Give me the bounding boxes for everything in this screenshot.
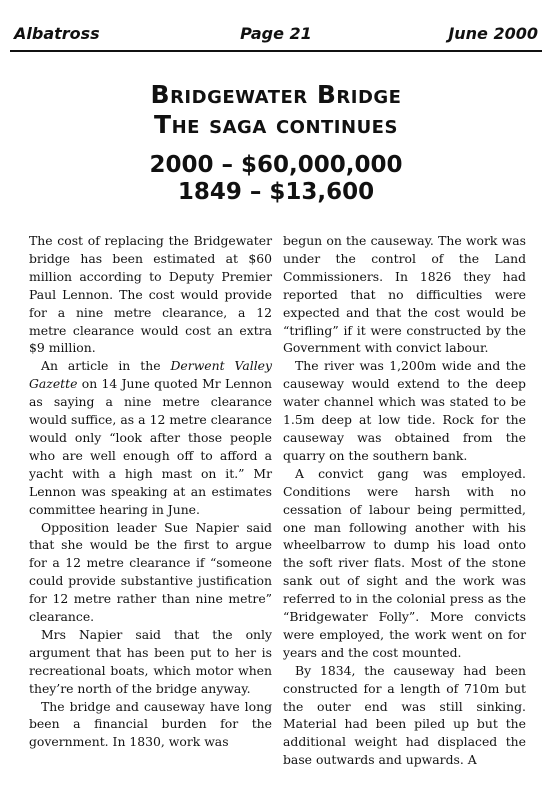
article-paragraph: Mrs Napier said that the only argument that has been put to her is recreational boats, which motor when they’re north of the bridge anyway.: [29, 626, 272, 696]
article-paragraph: A convict gang was employed. Conditions were harsh with no cessation of labour being permitted, one man following another with his wheelbarrow to dump his load onto the soft river flats. Most of the stone sank out of sight and the work was referred to in the colonial press as the “Bridgewater Folly”. More convicts were employed, the work went on for years and the cost mounted.: [283, 465, 526, 660]
article-paragraph: Opposition leader Sue Napier said that she would be the first to argue for a 12 metre clearance if “someone could provide substantive justification for 12 metre rather than nine metre” clearance.: [29, 519, 272, 625]
article-column-left: [29, 232, 272, 751]
publication-name: Albatross: [14, 24, 100, 43]
article-column-right: [283, 232, 526, 769]
page-header: [14, 24, 538, 50]
headline-cost-1849: 1849 – $13,600: [177, 179, 375, 205]
headline-subtitle: The saga continues: [154, 110, 398, 139]
headline-block: [0, 80, 552, 206]
article-paragraph: begun on the causeway. The work was under the control of the Land Commissioners. In 1826 they had reported that no difficulties were expected and that the cost would be “trifling” if it were constructed by the Government with convict labour.: [283, 233, 526, 356]
headline-title: Bridgewater Bridge: [150, 80, 402, 109]
article-paragraph: The cost of replacing the Bridgewater bridge has been estimated at $60 million according to Deputy Premier Paul Lennon. The cost would provide for a nine metre clearance, a 12 metre clearance would cost an extra $9 million.: [29, 233, 272, 356]
issue-date: June 2000: [448, 24, 538, 43]
header-rule: [10, 50, 542, 52]
newspaper-name: Derwent Valley Gazette: [29, 358, 273, 392]
page-number: Page 21: [240, 24, 312, 43]
text-run: on 14 June quoted Mr Lennon as saying a nine metre clearance would suffice, as a 12 metre clearance would only “look after those people who are well enough off to afford a yacht with a high mast on it.” Mr Lennon was speaking at an estimates committee hearing in June.: [29, 376, 272, 517]
text-run: An article in the: [41, 358, 171, 374]
article-paragraph: [29, 357, 272, 518]
article-paragraph: By 1834, the causeway had been constructed for a length of 710m but the outer end was still sinking. Material had been piled up but the additional weight had displaced the base outwards and upwards. A: [283, 662, 526, 768]
article-paragraph: The river was 1,200m wide and the causeway would extend to the deep water channel which was stated to be 1.5m deep at low tide. Rock for the causeway was obtained from the quarry on the southern bank.: [283, 358, 526, 463]
headline-cost-2000: 2000 – $60,000,000: [149, 152, 403, 178]
article-paragraph: The bridge and causeway have long been a financial burden for the government. In 1830, work was: [29, 698, 272, 750]
